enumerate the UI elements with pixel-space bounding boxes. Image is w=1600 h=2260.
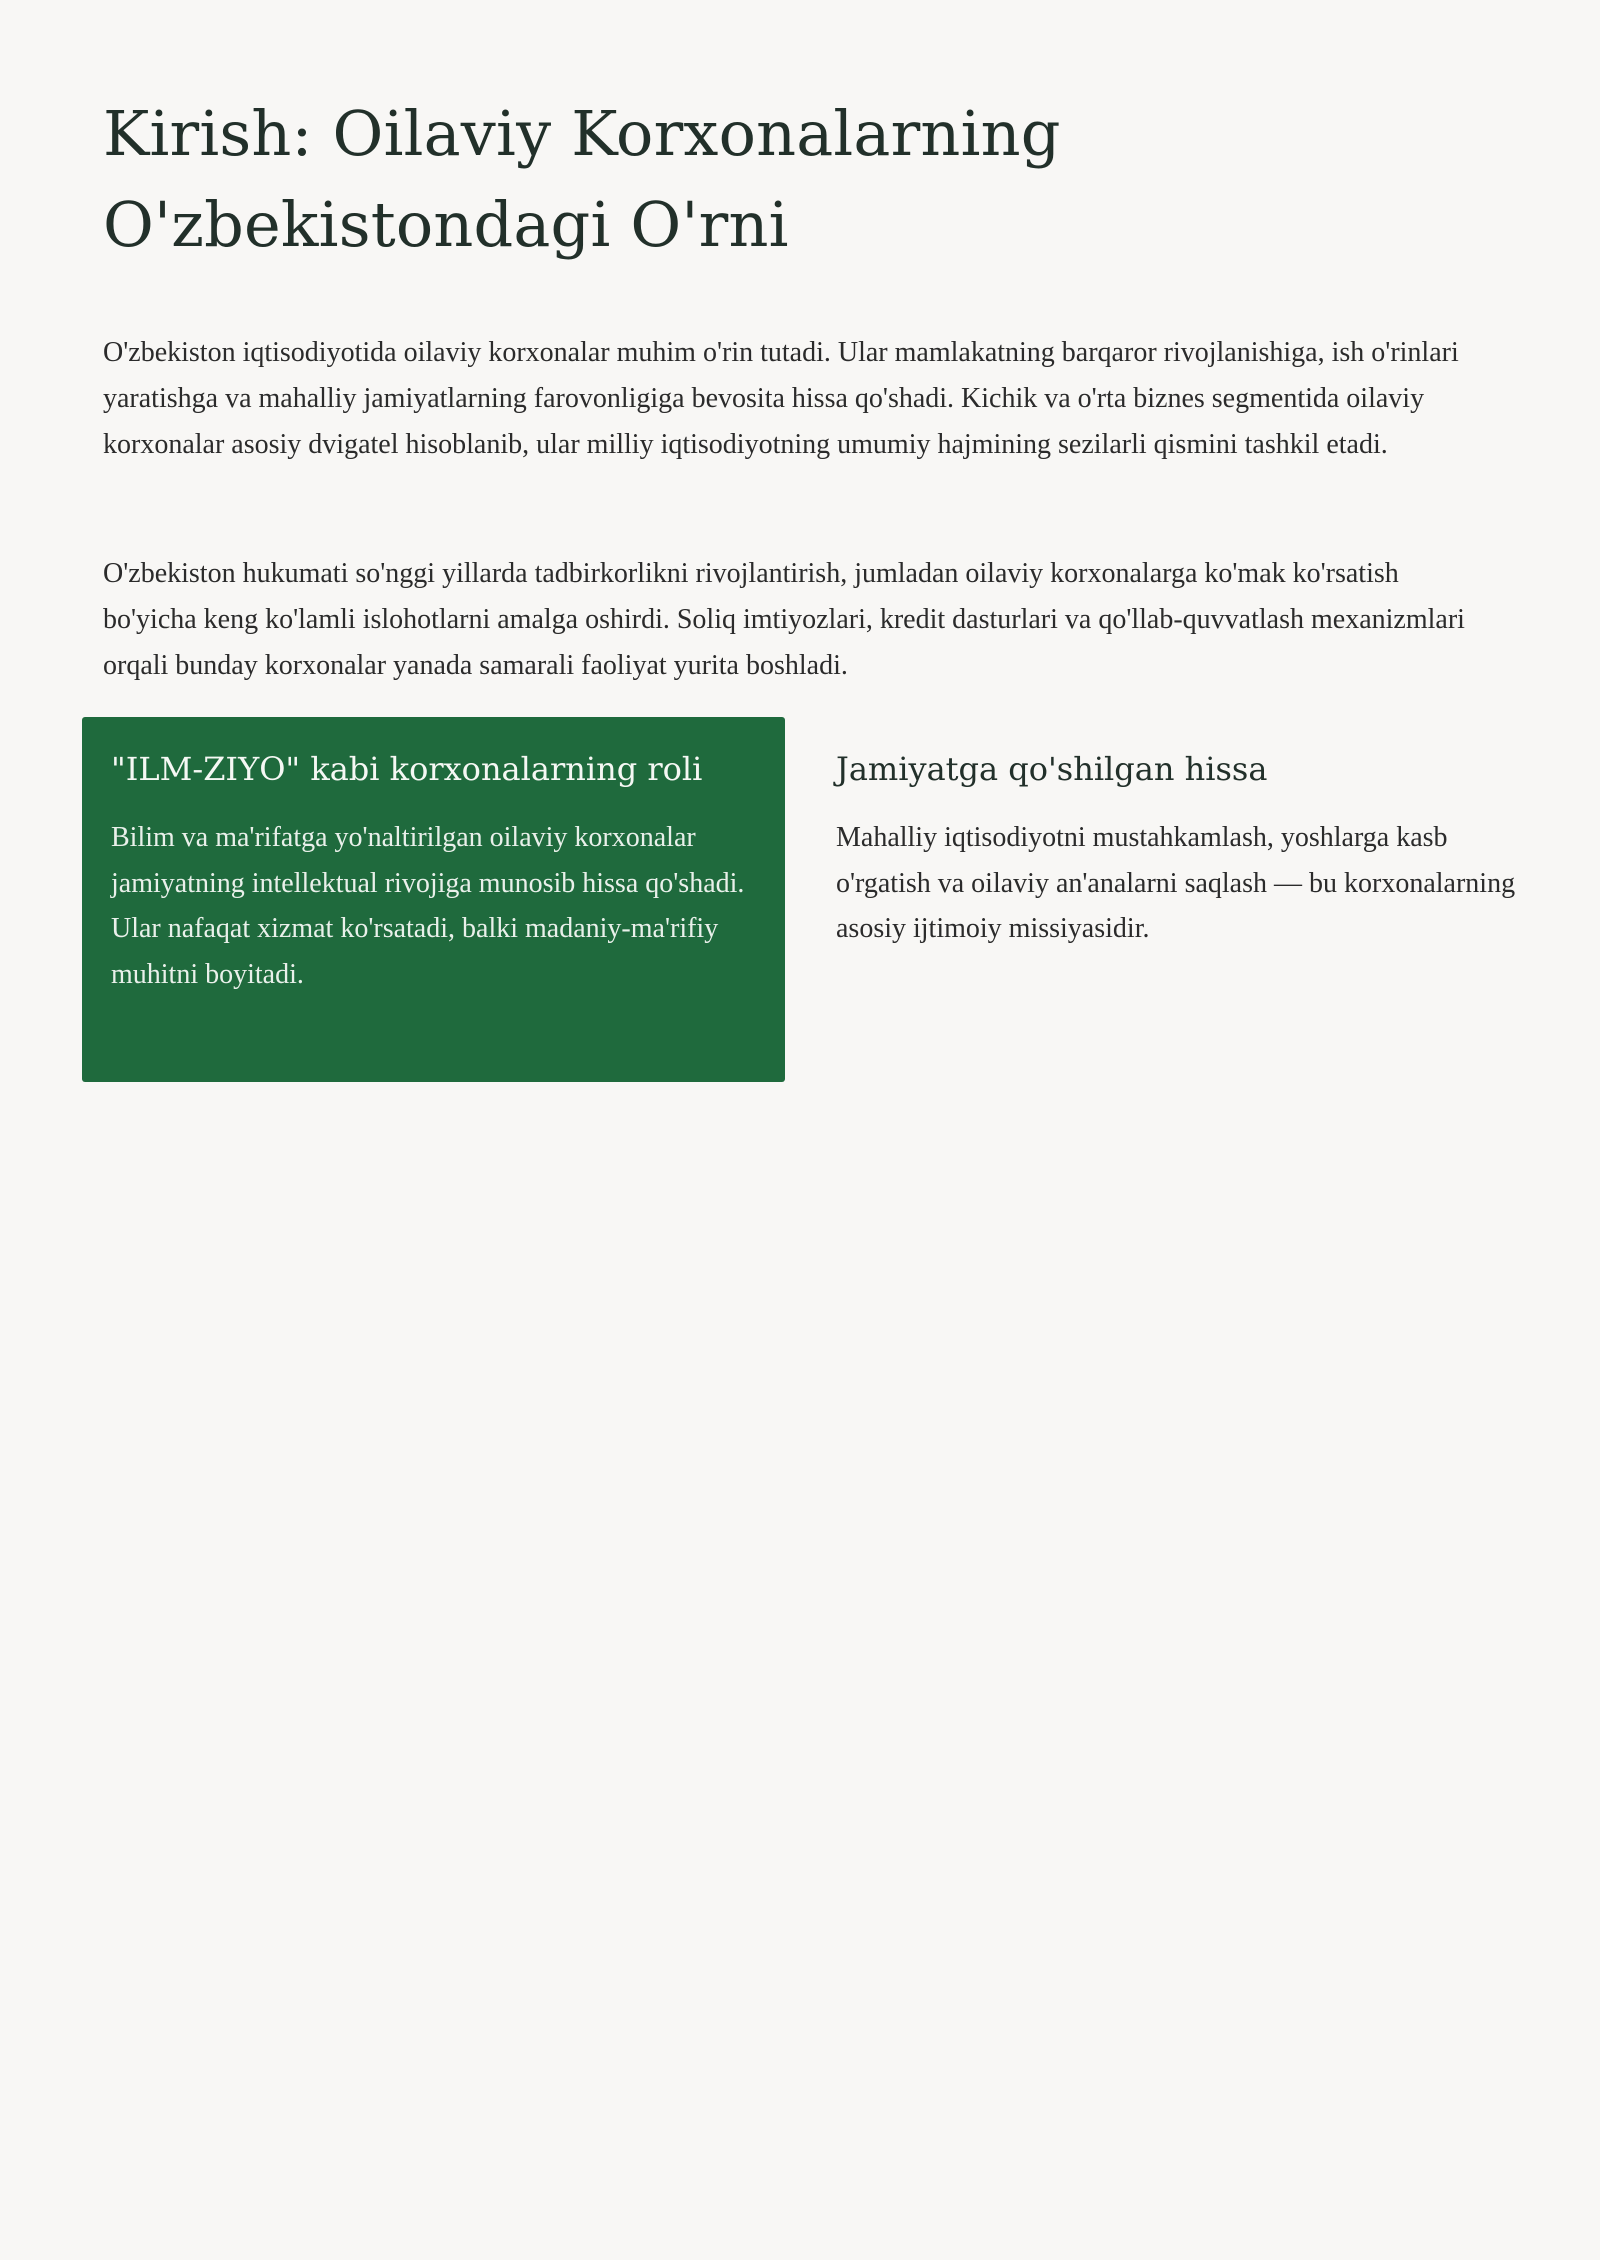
side-section-title: Jamiyatga qo'shilgan hissa bbox=[836, 750, 1268, 788]
community-contribution-section bbox=[836, 748, 1516, 952]
callout-title: "ILM-ZIYO" kabi korxonalarning roli bbox=[111, 750, 703, 788]
page-title: Kirish: Oilaviy Korxonalarning O'zbekistondagi O'rni bbox=[103, 97, 1061, 261]
intro-paragraph-1: O'zbekiston iqtisodiyotida oilaviy korxonalar muhim o'rin tutadi. Ular mamlakatning barqaror rivojlanishiga, ish o'rinlari yaratishga va mahalliy jamiyatlarning farovonligiga bevosita hissa qo'shadi. Kichik va o'rta biznes segmentida oilaviy korxonalar asosiy dvigatel hisoblanib, ular milliy iqtisodiyotning umumiy hajmining sezilarli qismini tashkil etadi. bbox=[103, 337, 1459, 460]
side-section-text: Mahalliy iqtisodiyotni mustahkamlash, yoshlarga kasb o'rgatish va oilaviy an'analarni saqlash — bu korxonalarning asosiy ijtimoiy missiyasidir. bbox=[836, 822, 1516, 944]
intro-paragraph-2: O'zbekiston hukumati so'nggi yillarda tadbirkorlikni rivojlantirish, jumladan oilaviy korxonalarga ko'mak ko'rsatish bo'yicha keng ko'lamli islohotlarni amalga oshirdi. Soliq imtiyozlari, kredit dasturlari va qo'llab-quvvatlash mexanizmlari orqali bunday korxonalar yanada samarali faoliyat yurita boshladi. bbox=[103, 558, 1465, 681]
callout-text: Bilim va ma'rifatga yo'naltirilgan oilaviy korxonalar jamiyatning intellektual rivojiga munosib hissa qo'shadi. Ular nafaqat xizmat ko'rsatadi, balki madaniy-ma'rifiy muhitni boyitadi. bbox=[111, 822, 745, 990]
ilm-ziyo-callout-box bbox=[82, 717, 785, 1082]
